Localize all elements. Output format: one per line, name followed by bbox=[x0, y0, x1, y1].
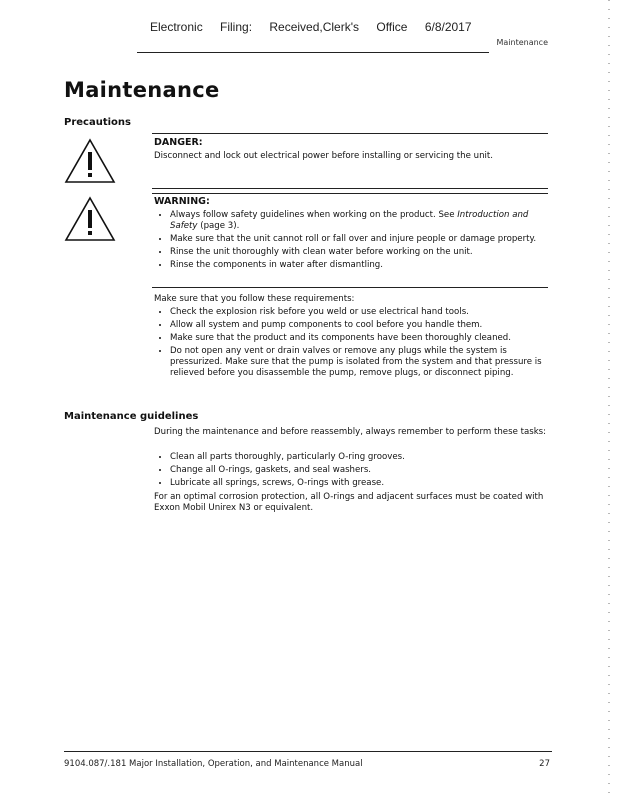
danger-title: DANGER: bbox=[154, 137, 203, 148]
page-title: Maintenance bbox=[64, 78, 220, 102]
requirements-intro: Make sure that you follow these requirements: bbox=[154, 294, 355, 304]
page-number: 27 bbox=[539, 759, 550, 769]
running-header: Maintenance bbox=[496, 38, 548, 47]
requirement-item: • Allow all system and pump components to cool before you handle them. bbox=[170, 320, 550, 331]
warning-item: • Rinse the unit thoroughly with clean water before working on the unit. bbox=[170, 247, 550, 258]
requirement-item: • Check the explosion risk before you weld or use electrical hand tools. bbox=[170, 307, 550, 318]
danger-top-rule bbox=[152, 133, 548, 134]
warning-bottom-rule bbox=[152, 287, 548, 288]
warning-item: • Make sure that the unit cannot roll or fall over and injure people or damage property. bbox=[170, 234, 550, 245]
header-rule bbox=[137, 52, 489, 53]
guideline-item: • Change all O-rings, gaskets, and seal washers. bbox=[170, 465, 550, 476]
warning-title: WARNING: bbox=[154, 196, 210, 207]
guidelines-heading: Maintenance guidelines bbox=[64, 411, 199, 422]
guidelines-list bbox=[154, 452, 550, 491]
corrosion-note: For an optimal corrosion protection, all O-rings and adjacent surfaces must be coated with Exxon Mobil Unirex N3 or equivalent. bbox=[154, 492, 544, 513]
filing-stamp: Electronic Filing: Received,Clerk's Office 6/8/2017 bbox=[150, 20, 472, 34]
precautions-heading: Precautions bbox=[64, 117, 131, 128]
guideline-item: • Lubricate all springs, screws, O-rings with grease. bbox=[170, 478, 550, 489]
requirement-item: • Do not open any vent or drain valves or remove any plugs while the system is pressurized. Make sure that the pump is isolated from the system and that pressure is relieved before you disassemble the pump, remove plugs, or disconnect piping. bbox=[170, 346, 550, 379]
warning-item-text: Always follow safety guidelines when working on the product. See bbox=[170, 210, 458, 220]
safety-link[interactable]: Introduction and Safety bbox=[170, 210, 529, 231]
scan-edge-marks bbox=[608, 0, 610, 800]
warning-triangle-icon bbox=[64, 196, 116, 242]
danger-text: Disconnect and lock out electrical power before installing or servicing the unit. bbox=[154, 151, 494, 161]
danger-bottom-rule bbox=[152, 188, 548, 189]
warning-item-text: (page 3). bbox=[197, 221, 240, 231]
warning-item bbox=[170, 210, 550, 232]
footer-manual-title: 9104.087/.181 Major Installation, Operation, and Maintenance Manual bbox=[64, 759, 363, 769]
requirement-item: • Make sure that the product and its components have been thoroughly cleaned. bbox=[170, 333, 550, 344]
requirements-list bbox=[154, 307, 550, 381]
guideline-item: • Clean all parts thoroughly, particularly O-ring grooves. bbox=[170, 452, 550, 463]
footer-rule bbox=[64, 751, 552, 752]
guidelines-intro: During the maintenance and before reassembly, always remember to perform these tasks: bbox=[154, 427, 547, 437]
warning-top-rule bbox=[152, 193, 548, 194]
warning-list bbox=[154, 210, 550, 273]
warning-triangle-icon bbox=[64, 138, 116, 184]
warning-item: • Rinse the components in water after dismantling. bbox=[170, 260, 550, 271]
